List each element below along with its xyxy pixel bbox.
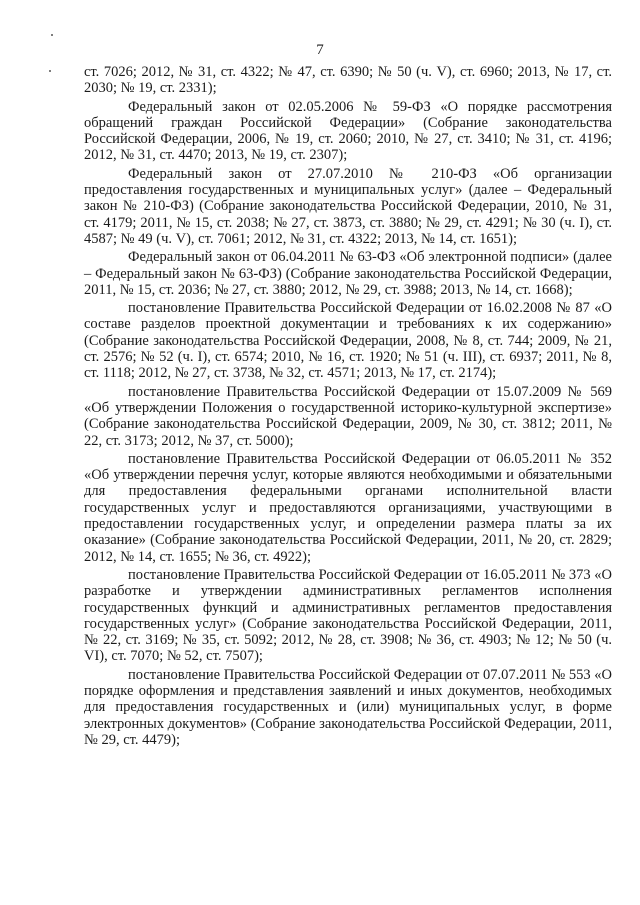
scan-speck <box>51 34 53 36</box>
paragraph: постановление Правительства Российской Федерации от 07.07.2011 № 553 «О порядке оформления и представления заявлений и иных документов, необходимых для предоставления государственных и (или) муниципальных услуг, в форме электронных документов» (Собрание законодательства Российской Федерации, 2011, № 29, ст. 4479); <box>84 666 612 748</box>
legal-references-list <box>84 64 612 750</box>
page-number: 7 <box>316 42 324 58</box>
paragraph: Федеральный закон от 06.04.2011 № 63-ФЗ «Об электронной подписи» (далее – Федеральный закон № 63-ФЗ) (Собрание законодательства Российской Федерации, 2011, № 15, ст. 2036; № 27, ст. 3880; 2012, № 29, ст. 3988; 2013, № 14, ст. 1668); <box>84 249 612 298</box>
paragraph: постановление Правительства Российской Федерации от 06.05.2011 № 352 «Об утверждении перечня услуг, которые являются необходимыми и обязательными для предоставления федеральными органами исполнительной власти государственных услуг и предоставляются организациями, участвующими в предоставлении государственных услуг, и определении размера платы за их оказание» (Собрание законодательства Российской Федерации, 2011, № 20, ст. 2829; 2012, № 14, ст. 1655; № 36, ст. 4922); <box>84 450 612 565</box>
paragraph: ст. 7026; 2012, № 31, ст. 4322; № 47, ст. 6390; № 50 (ч. V), ст. 6960; 2013, № 17, ст. 2030; № 19, ст. 2331); <box>84 64 612 97</box>
paragraph: Федеральный закон от 02.05.2006 № 59-ФЗ «О порядке рассмотрения обращений граждан Российской Федерации» (Собрание законодательства Российской Федерации, 2006, № 19, ст. 2060; 2010, № 27, ст. 3410; № 31, ст. 4196; 2012, № 31, ст. 4470; 2013, № 19, ст. 2307); <box>84 98 612 164</box>
paragraph: постановление Правительства Российской Федерации от 15.07.2009 № 569 «Об утверждении Положения о государственной историко-культурной экспертизе» (Собрание законодательства Российской Федерации, 2009, № 30, ст. 3812; 2011, № 22, ст. 3173; 2012, № 37, ст. 5000); <box>84 383 612 449</box>
paragraph: Федеральный закон от 27.07.2010 № 210-ФЗ «Об организации предоставления государственных и муниципальных услуг» (далее – Федеральный закон № 210-ФЗ) (Собрание законодательства Российской Федерации, 2010, № 31, ст. 4179; 2011, № 15, ст. 2038; № 27, ст. 3873, ст. 3880; № 29, ст. 4291; № 30 (ч. I), ст. 4587; № 49 (ч. V), ст. 7061; 2012, № 31, ст. 4322; 2013, № 14, ст. 1651); <box>84 165 612 247</box>
scan-speck <box>49 70 51 72</box>
paragraph: постановление Правительства Российской Федерации от 16.02.2008 № 87 «О составе разделов проектной документации и требованиях к их содержанию» (Собрание законодательства Российской Федерации, 2008, № 8, ст. 744; 2009, № 21, ст. 2576; № 52 (ч. I), ст. 6574; 2010, № 16, ст. 1920; № 51 (ч. III), ст. 6937; 2011, № 8, ст. 1118; 2012, № 27, ст. 3738, № 32, ст. 4571; 2013, № 17, ст. 2174); <box>84 300 612 382</box>
paragraph: постановление Правительства Российской Федерации от 16.05.2011 № 373 «О разработке и утверждении административных регламентов исполнения государственных функций и административных регламентов предоставления государственных услуг» (Собрание законодательства Российской Федерации, 2011, № 22, ст. 3169; № 35, ст. 5092; 2012, № 28, ст. 3908; № 36, ст. 4903; № 12; № 50 (ч. VI), ст. 7070; № 52, ст. 7507); <box>84 566 612 665</box>
